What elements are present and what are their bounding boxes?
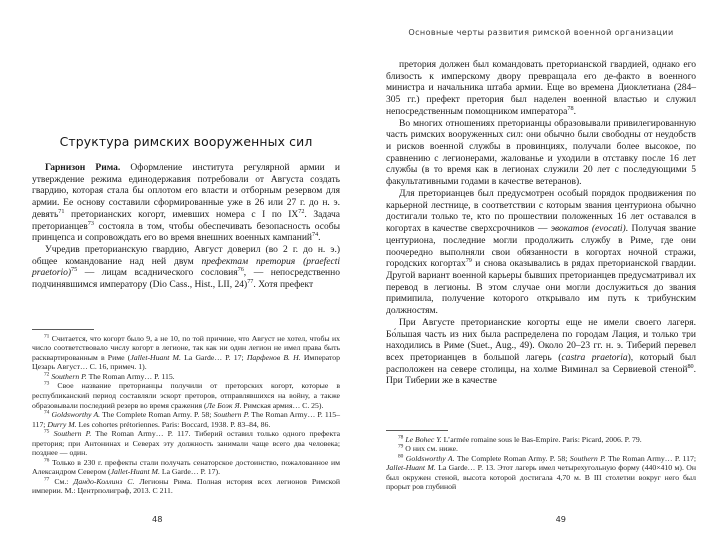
footnote-marker: 72 (44, 371, 50, 378)
paragraph-text: Для преторианцев был предусмотрен особый порядок продвижения по карьерной лестнице, в соответствии с которым звания центуриона обычно достигали только те, кто по прошествии положенных 16 лет оставался в когортах в качестве сверхсрочников — (386, 187, 696, 235)
footnote-74 (32, 410, 340, 429)
footnote-text: The Complete Roman Army. P. 58; (100, 410, 214, 420)
page-number-left: 48 (152, 514, 163, 524)
footnote-separator-rule (32, 329, 94, 330)
paragraph-text: и снова оказывались в рядах преторианской гвардии. Другой вариант военной карьеры бывших преторианцев предусматривал их перевод в легионы. В этом случае они могли дослужиться до звания примипила, получение которого открывало им путь к трибунским должностям. (386, 258, 696, 317)
footnote-ref-78[interactable]: 78 (567, 104, 574, 112)
footnote-text: Легионы Рима. Полная история всех легионов Римской империи. М.: Центрполиграф, 2013. С 211. (32, 476, 341, 496)
footnote-text: Только в 230 г. префекты стали получать сенаторское достоинство, пожалованное им Александром Севером ( (32, 457, 340, 477)
paragraph-text: . (318, 232, 321, 244)
footnote-separator-rule (386, 430, 448, 431)
citation-author: Дандо-Коллинз С. (73, 476, 135, 486)
footnote-marker: 75 (44, 428, 50, 435)
page-number-right: 49 (555, 514, 566, 524)
citation-author: Southern P. (569, 453, 606, 463)
citation-author: Парфенов В. Н. (246, 352, 301, 362)
chapter-title: Структура римских вооруженных сил (59, 134, 313, 149)
left-footnotes (32, 329, 340, 496)
footnote-73 (32, 381, 340, 410)
paragraph-text: претория должен был командовать преторианской гвардией, однако его близость к имперскому двору превращала его де-факто в военного министра и начальника штаба армии. Еще во времена Диоклетиана (284–305 гг.) префект претория был наделен военной властью и служил непосредственным помощником императора (386, 59, 696, 117)
paragraph-lead-in: Гарнизон Рима. (45, 162, 121, 173)
footnote-76 (32, 458, 340, 477)
citation-author: Goldsworthy A. (51, 410, 101, 420)
right-page (362, 0, 724, 540)
paragraph-text: . При Тиберии же в качестве (386, 363, 696, 387)
footnote-ref-72[interactable]: 72 (298, 207, 305, 215)
left-text-column (32, 42, 340, 291)
left-paragraph-2 (32, 244, 340, 291)
paragraph-text: Учредив преторианскую гвардию, Август доверил (во 2 г. до н. э.) общее командование над ней двум (32, 244, 340, 267)
footnote-ref-79[interactable]: 79 (465, 257, 472, 265)
footnote-ref-76[interactable]: 76 (237, 266, 244, 274)
paragraph-text: Во многих отношениях преторианцы образовывали привилегированную часть римских вооруженных сил: они обычно были свободны от неудобств и рисков военной службы в провинциях, получали более высокое, по сравнению с легионерами, жалованье и уходили в отставку после 16 лет службы (в то время как в легионах служили 20 лет с последующими 5 факультативными годами в качестве ветеранов). (386, 117, 696, 188)
footnote-text: L’armée romaine sous le Bas-Empire. Paris: Picard, 2006. P. 79. (441, 434, 642, 444)
citation-author: Ле Боэк Я. (206, 400, 242, 410)
citation-author: Durry M. (47, 419, 77, 429)
paragraph-text: — лицам всаднического сословия (77, 267, 238, 279)
footnote-text: См.: (49, 476, 74, 486)
paragraph-text: Оформление института регулярной армии и утверждение режима единодержавия потребовали от Августа создать гвардию, которая стала бы оплотом его власти и отборным резервом для армии. Ее основу составили сформированные уже в 26 или 27 г. до н. э. девять (32, 162, 340, 220)
footnote-text: La Garde… P. 17; (180, 352, 247, 362)
footnote-text: The Roman Army… P. 115–117; (32, 410, 341, 429)
footnote-text: Император Цезарь Август… С. 16, примеч. 1). (32, 352, 340, 372)
footnote-text: The Roman Army… P. 117; (605, 453, 697, 463)
footnote-79 (386, 444, 696, 454)
right-footnotes (386, 430, 696, 492)
citation-author: Le Bohec Y. (405, 434, 442, 444)
footnote-ref-71[interactable]: 71 (58, 207, 65, 215)
latin-term: castra praetoria (561, 351, 628, 363)
footnote-marker: 77 (44, 476, 50, 483)
footnote-text: The Complete Roman Army. P. 58; (454, 453, 570, 463)
citation-author: Jallet-Huant M. (386, 463, 436, 473)
footnote-text: Les cohortes prétoriennes. Paris: Boccard, 1938. P. 83–84, 86. (76, 419, 271, 429)
footnote-text: The Roman Army… P. 115. (86, 371, 175, 381)
left-paragraph-1 (32, 162, 340, 244)
paragraph-text: При Августе преторианские когорты еще не имели своего лагеря. Бо́льшая часть из них была распределена по городам Лация, и только три находились в Риме (Suet., Aug., 49). Около 20–23 гг. н. э. Тиберий перевел всех преторианцев в большой лагерь ( (386, 316, 696, 363)
footnote-text: О них см. ниже. (403, 444, 458, 454)
right-paragraph-2 (386, 118, 696, 188)
paragraph-text: . Хотя префект (253, 279, 314, 291)
citation-author: Southern P. (51, 371, 87, 381)
footnote-marker: 80 (398, 453, 404, 460)
right-paragraph-3 (386, 188, 696, 317)
footnote-text: Римская армия… С. 25). (241, 400, 324, 410)
footnote-ref-80[interactable]: 80 (687, 362, 694, 370)
footnote-77 (32, 477, 340, 496)
footnote-text: La Garde… P. 17). (159, 467, 221, 477)
citation-author: Jallet-Huant M. (130, 352, 181, 362)
footnote-marker: 71 (44, 333, 50, 340)
footnote-ref-77[interactable]: 77 (247, 278, 254, 286)
right-paragraph-4 (386, 317, 696, 387)
paragraph-text: , — непосредственно подчинявшимся императору (Dio Cass., Hist., LII, 24) (32, 267, 340, 291)
footnote-80 (386, 454, 696, 492)
footnote-ref-73[interactable]: 73 (87, 219, 94, 227)
latin-term: эвокатов (evocati) (550, 223, 626, 235)
footnote-marker: 79 (398, 443, 404, 450)
paragraph-text: . Задача преторианцев (32, 208, 340, 232)
footnote-text: Свое название преторианцы получили от преторских когорт, которые в республиканский период составляли эскорт преторов, отправлявшихся на войну, а также образовывали последний резерв во время сражения ( (32, 381, 340, 410)
right-paragraph-1 (386, 59, 696, 118)
footnote-ref-74[interactable]: 74 (312, 231, 319, 239)
footnote-marker: 78 (398, 434, 404, 441)
footnote-text: The Roman Army… P. 117. Тиберий оставил только одного префекта претория; при Антонинах и Северах эту должность занимали чаще всего два человека; позднее — один. (32, 429, 341, 458)
paragraph-text: . (573, 105, 576, 117)
footnote-71 (32, 334, 340, 372)
footnote-marker: 73 (44, 380, 50, 387)
citation-author: Goldsworthy A. (405, 453, 455, 463)
footnote-72 (32, 372, 340, 382)
citation-author: Southern P. (53, 429, 92, 439)
footnote-marker: 76 (44, 457, 50, 464)
footnote-text: Считается, что когорт было 9, а не 10, по той причине, что Август не хотел, чтобы их число соответствовало числу когорт в легионе, так как ни один легион не имел права быть расквартированным в Риме ( (32, 333, 340, 362)
footnote-75 (32, 429, 340, 458)
paragraph-text: . Получая звание центуриона, последние могли продолжить службу в Риме, где они поочередно выполняли свои обязанности в когортах ночной стражи, городских когортах (386, 223, 696, 270)
footnote-78 (386, 435, 696, 445)
footnote-text: La Garde… P. 13. Этот лагерь имел четырехугольную форму (440×410 м). Он был окружен стеной, высота которой достигала 4,70 м. В III столетии вокруг него был прорыт ров глубиной (386, 463, 696, 492)
citation-author: Southern P. (213, 410, 250, 420)
right-running-head: Основные черты развития римской военной организации (408, 27, 674, 37)
paragraph-text: преторианских когорт, имевших номера с I по IX (64, 208, 299, 220)
paragraph-text: состояла в том, чтобы обеспечивать безопасность особы принцепса и сопровождать его во время внешних военных кампаний (32, 220, 340, 244)
right-text-column (386, 42, 696, 387)
footnote-ref-75[interactable]: 75 (71, 266, 78, 274)
paragraph-text: ), который был расположен на севере столицы, на холме Виминал за Сервиевой стеной (386, 351, 696, 375)
footnote-marker: 74 (44, 409, 50, 416)
latin-term: префектам претория (praefecti praetorio) (32, 255, 340, 279)
citation-author: Jallet-Huant M. (110, 467, 160, 477)
